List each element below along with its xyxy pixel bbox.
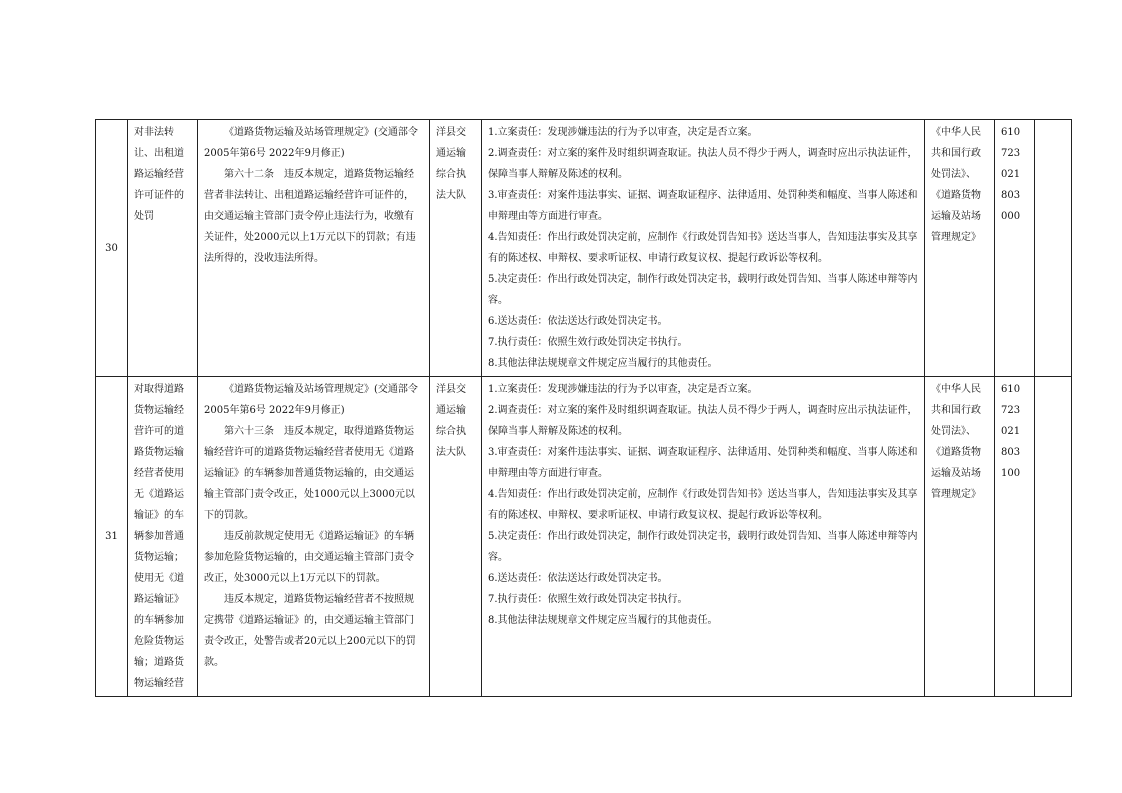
basis-paragraph: 违反本规定，道路货物运输经营者不按照规定携带《道路运输证》的，由交通运输主管部门责令改正，处警告或者20元以上200元以下的罚款。: [204, 594, 416, 668]
responsibility-list: [482, 120, 925, 377]
basis-paragraph: 第六十三条 违反本规定，取得道路货物运输经营许可的道路货物运输经营者使用无《道路运输证》的车辆参加普通货物运输的，由交通运输主管部门责令改正，处1000元以上3000元以下的罚款。: [204, 426, 415, 521]
responsibility-item: 4.告知责任：作出行政处罚决定前，应制作《行政处罚告知书》送达当事人，告知违法事实及其享有的陈述权、申辩权、要求听证权、申请行政复议权、提起行政诉讼等权利。: [488, 489, 918, 521]
code-part: 610: [1001, 384, 1021, 395]
code-part: 610: [1001, 127, 1021, 138]
item-code: [995, 120, 1035, 377]
basis-paragraph: 《道路货物运输及站场管理规定》(交通部令2005年第6号 2022年9月修正): [204, 384, 418, 416]
item-name: 对取得道路货物运输经营许可的道路货物运输经营者使用无《道路运输证》的车辆参加普通货物运输；使用无《道路运输证》的车辆参加危险货物运输；道路货物运输经营: [128, 377, 198, 697]
responsibility-item: 3.审查责任：对案件违法事实、证据、调查取证程序、法律适用、处罚种类和幅度、当事人陈述和申辩理由等方面进行审查。: [488, 447, 918, 479]
legal-basis: [198, 377, 430, 697]
item-name: 对非法转让、出租道路运输经营许可证件的处罚: [128, 120, 198, 377]
basis-paragraph: 违反前款规定使用无《道路运输证》的车辆参加危险货物运输的，由交通运输主管部门责令改正，处3000元以上1万元以下的罚款。: [204, 531, 414, 584]
responsibility-item: 1.立案责任：发现涉嫌违法的行为予以审查，决定是否立案。: [488, 384, 758, 395]
enforcement-department: 洋县交通运输综合执法大队: [430, 377, 482, 697]
table-row: [96, 377, 1072, 697]
item-code: [995, 377, 1035, 697]
row-number: 31: [96, 377, 128, 697]
legal-basis: [198, 120, 430, 377]
table-row: [96, 120, 1072, 377]
code-part: 723: [1001, 148, 1021, 159]
basis-paragraph: 《道路货物运输及站场管理规定》(交通部令2005年第6号 2022年9月修正): [204, 127, 418, 159]
law-reference: 《中华人民共和国行政处罚法》、《道路货物运输及站场管理规定》: [925, 120, 995, 377]
enforcement-department: 洋县交通运输综合执法大队: [430, 120, 482, 377]
code-part: 723: [1001, 405, 1021, 416]
responsibility-item: 6.送达责任：依法送达行政处罚决定书。: [488, 316, 668, 327]
responsibility-item: 8.其他法律法规规章文件规定应当履行的其他责任。: [488, 615, 718, 626]
code-part: 100: [1001, 468, 1021, 479]
code-part: 803: [1001, 447, 1021, 458]
responsibility-item: 5.决定责任：作出行政处罚决定，制作行政处罚决定书，载明行政处罚告知、当事人陈述申辩等内容。: [488, 274, 918, 306]
code-part: 021: [1001, 426, 1021, 437]
row-number: 30: [96, 120, 128, 377]
responsibility-item: 6.送达责任：依法送达行政处罚决定书。: [488, 573, 668, 584]
code-part: 000: [1001, 211, 1021, 222]
basis-paragraph: 第六十二条 违反本规定，道路货物运输经营者非法转让、出租道路运输经营许可证件的，由交通运输主管部门责令停止违法行为，收缴有关证件，处2000元以上1万元以下的罚款；有违法所得的，没收违法所得。: [204, 169, 416, 264]
responsibility-list: [482, 377, 925, 697]
responsibility-item: 7.执行责任：依照生效行政处罚决定书执行。: [488, 337, 688, 348]
responsibility-item: 8.其他法律法规规章文件规定应当履行的其他责任。: [488, 358, 718, 369]
responsibility-item: 4.告知责任：作出行政处罚决定前，应制作《行政处罚告知书》送达当事人，告知违法事实及其享有的陈述权、申辩权、要求听证权、申请行政复议权、提起行政诉讼等权利。: [488, 232, 918, 264]
responsibility-item: 2.调查责任：对立案的案件及时组织调查取证。执法人员不得少于两人，调查时应出示执法证件，保障当事人辩解及陈述的权利。: [488, 405, 918, 437]
authority-table: [95, 119, 1072, 697]
remark-cell: [1035, 120, 1072, 377]
code-part: 803: [1001, 190, 1021, 201]
responsibility-item: 7.执行责任：依照生效行政处罚决定书执行。: [488, 594, 688, 605]
remark-cell: [1035, 377, 1072, 697]
law-reference: 《中华人民共和国行政处罚法》、《道路货物运输及站场管理规定》: [925, 377, 995, 697]
code-part: 021: [1001, 169, 1021, 180]
responsibility-item: 5.决定责任：作出行政处罚决定，制作行政处罚决定书，载明行政处罚告知、当事人陈述申辩等内容。: [488, 531, 918, 563]
responsibility-item: 2.调查责任：对立案的案件及时组织调查取证。执法人员不得少于两人，调查时应出示执法证件，保障当事人辩解及陈述的权利。: [488, 148, 918, 180]
responsibility-item: 1.立案责任：发现涉嫌违法的行为予以审查，决定是否立案。: [488, 127, 758, 138]
responsibility-item: 3.审查责任：对案件违法事实、证据、调查取证程序、法律适用、处罚种类和幅度、当事人陈述和申辩理由等方面进行审查。: [488, 190, 918, 222]
